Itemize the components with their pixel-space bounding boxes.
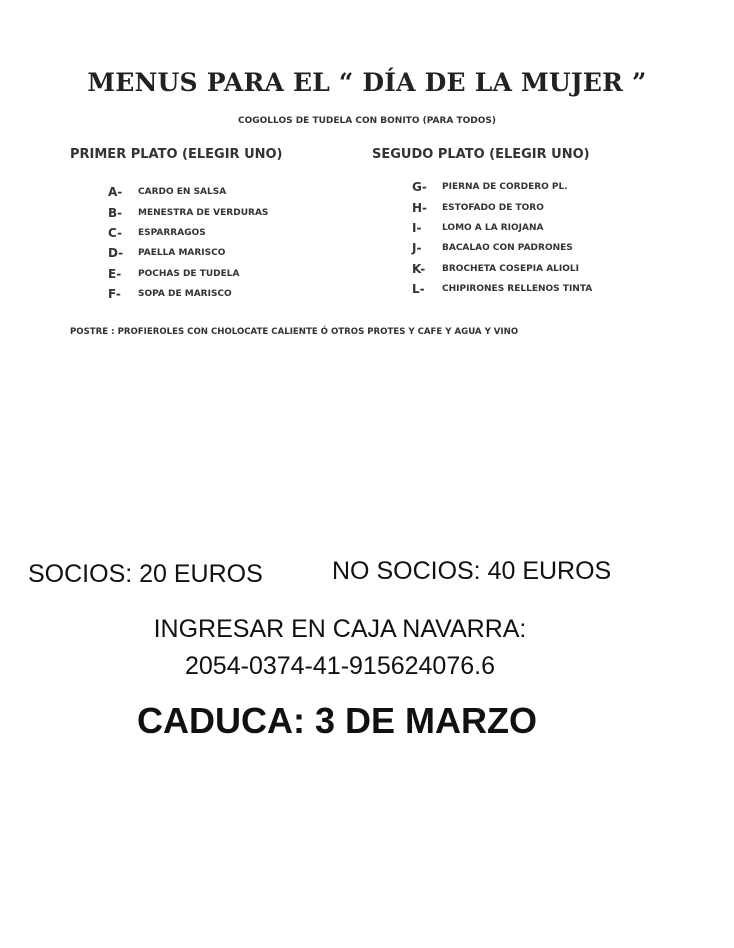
first-course-heading: PRIMER PLATO (ELEGIR UNO) bbox=[70, 147, 283, 162]
dish-letter: F- bbox=[108, 287, 121, 302]
dish-item bbox=[108, 182, 268, 202]
dish-item bbox=[412, 177, 592, 197]
dish-item bbox=[108, 264, 268, 284]
members-price: SOCIOS: 20 EUROS bbox=[28, 560, 263, 588]
dish-item bbox=[412, 218, 592, 238]
dish-item bbox=[108, 202, 268, 222]
dish-letter: C- bbox=[108, 225, 123, 240]
dish-name: PAELLA MARISCO bbox=[138, 248, 226, 259]
dish-letter: I- bbox=[412, 220, 422, 235]
starter-for-all: COGOLLOS DE TUDELA CON BONITO (PARA TODOS) bbox=[238, 116, 496, 126]
dish-letter: A- bbox=[108, 185, 123, 200]
dish-item bbox=[412, 197, 592, 217]
dish-name: ESTOFADO DE TORO bbox=[442, 202, 544, 213]
dish-name: CHIPIRONES RELLENOS TINTA bbox=[442, 284, 593, 295]
dish-name: ESPARRAGOS bbox=[138, 227, 206, 238]
dish-letter: D- bbox=[108, 246, 124, 261]
second-course-list bbox=[412, 177, 592, 299]
dish-item bbox=[412, 279, 592, 299]
dish-letter: K- bbox=[412, 261, 426, 276]
dish-item bbox=[412, 238, 592, 258]
dish-name: BROCHETA COSEPIA ALIOLI bbox=[442, 263, 579, 274]
dish-name: LOMO A LA RIOJANA bbox=[442, 222, 544, 233]
bank-account-number: 2054-0374-41-915624076.6 bbox=[185, 652, 495, 680]
dish-name: CARDO EN SALSA bbox=[138, 187, 227, 198]
dish-item bbox=[412, 259, 592, 279]
menu-title: MENUS PARA EL “ DÍA DE LA MUJER ” bbox=[87, 68, 647, 97]
dish-letter: B- bbox=[108, 205, 123, 220]
dish-item bbox=[108, 223, 268, 243]
second-course-heading: SEGUDO PLATO (ELEGIR UNO) bbox=[372, 147, 590, 162]
dish-name: PIERNA DE CORDERO PL. bbox=[442, 182, 568, 193]
dish-letter: G- bbox=[412, 180, 427, 195]
non-members-price: NO SOCIOS: 40 EUROS bbox=[332, 557, 612, 585]
expiry-date: CADUCA: 3 DE MARZO bbox=[137, 700, 537, 741]
dish-letter: E- bbox=[108, 266, 122, 281]
dish-name: MENESTRA DE VERDURAS bbox=[138, 207, 269, 218]
dessert-line: POSTRE : PROFIEROLES CON CHOLOCATE CALIENTE Ó OTROS PROTES Y CAFE Y AGUA Y VINO bbox=[70, 327, 519, 337]
first-course-list bbox=[108, 182, 268, 304]
dish-item bbox=[108, 284, 268, 304]
dish-letter: H- bbox=[412, 200, 428, 215]
dish-name: SOPA DE MARISCO bbox=[138, 289, 232, 300]
dish-letter: J- bbox=[412, 241, 422, 256]
dish-name: POCHAS DE TUDELA bbox=[138, 268, 240, 279]
dish-letter: L- bbox=[412, 282, 425, 297]
payment-instruction: INGRESAR EN CAJA NAVARRA: bbox=[153, 615, 527, 643]
dish-name: BACALAO CON PADRONES bbox=[442, 243, 573, 254]
dish-item bbox=[108, 243, 268, 263]
